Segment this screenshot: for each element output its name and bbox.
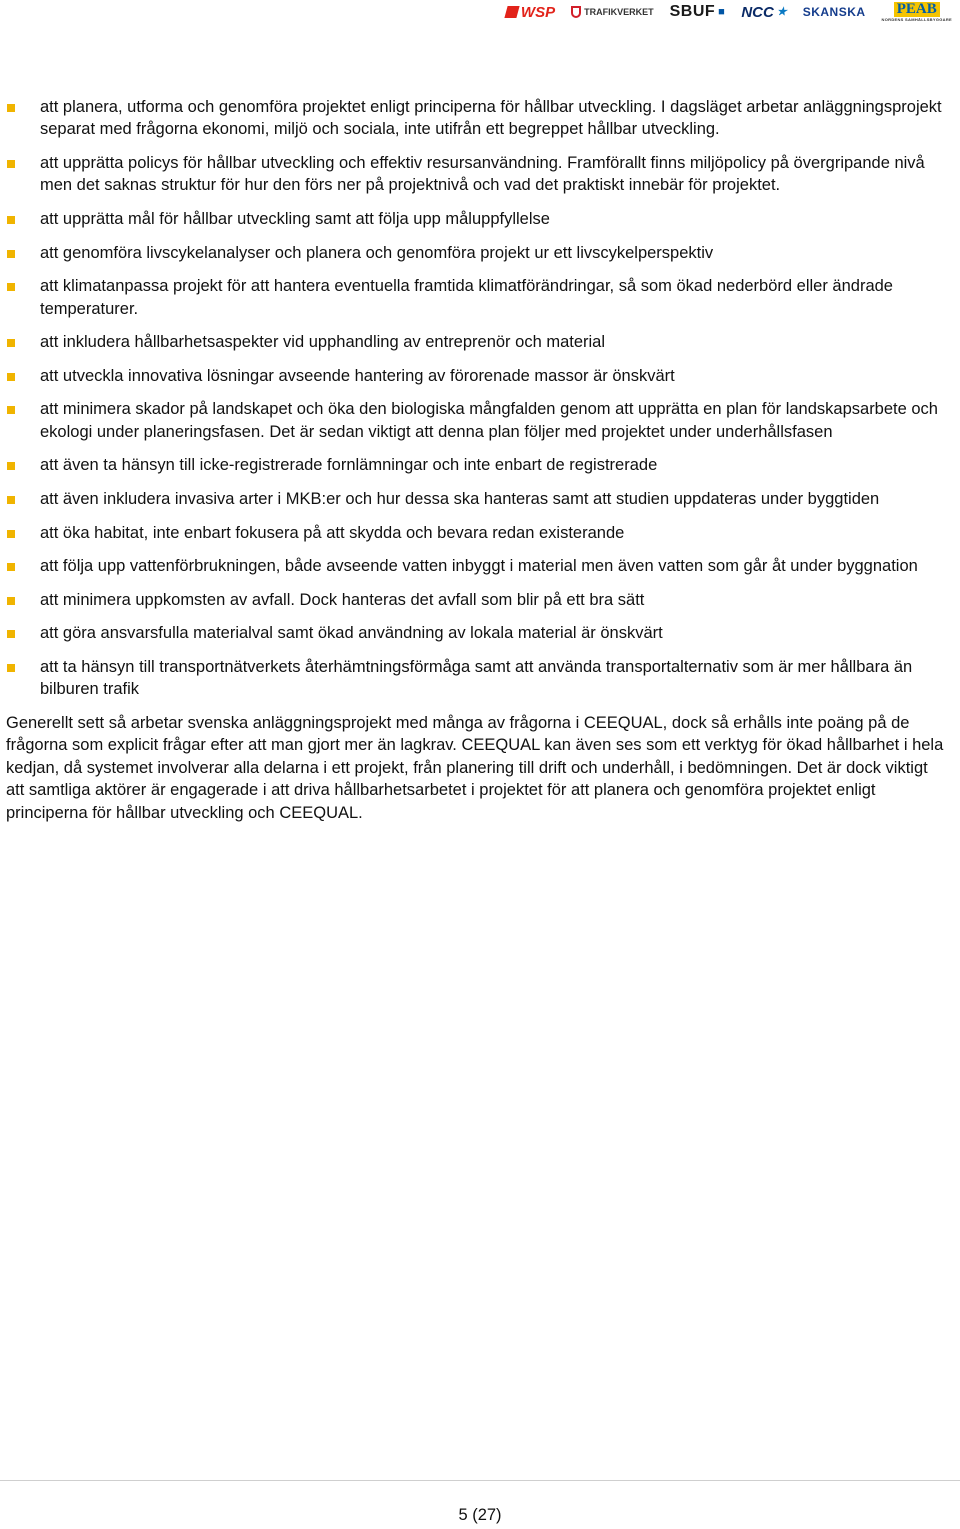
square-bullet-icon [7, 216, 15, 224]
list-item-text: att planera, utforma och genomföra projektet enligt principerna för hållbar utveckling. I dagsläget arbetar anläggningsprojekt separat med frågorna ekonomi, miljö och sociala, inte utifrån ett begreppet hållbar utveckling. [40, 98, 942, 139]
list-item [6, 365, 950, 387]
square-bullet-icon [7, 496, 15, 504]
sbuf-mark-icon: ■ [718, 5, 726, 18]
square-bullet-icon [7, 283, 15, 291]
list-item [6, 589, 950, 611]
list-item-text: att även ta hänsyn till icke-registrerade fornlämningar och inte enbart de registrerade [40, 456, 658, 475]
page-number: 5 (27) [458, 1506, 502, 1524]
list-item [6, 656, 950, 701]
list-item [6, 488, 950, 510]
list-item-text: att även inkludera invasiva arter i MKB:er och hur dessa ska hanteras samt att studien uppdateras under byggtiden [40, 489, 880, 508]
square-bullet-icon [7, 160, 15, 168]
list-item [6, 152, 950, 197]
list-item [6, 242, 950, 264]
peab-logo [882, 2, 952, 22]
partner-logo-bar [506, 0, 952, 24]
ncc-logo-text: NCC [741, 3, 774, 21]
list-item-text: att upprätta policys för hållbar utveckling och effektiv resursanvändning. Framförallt finns miljöpolicy på övergripande nivå men det saknas struktur för hur den förs ner på projektnivå och vad det praktiskt innebär för projektet. [40, 154, 925, 195]
document-body [6, 96, 950, 824]
list-item [6, 275, 950, 320]
list-item-text: att upprätta mål för hållbar utveckling samt att följa upp måluppfyllelse [40, 210, 550, 228]
peab-logo-tagline: NORDENS SAMHÄLLSBYGGARE [881, 17, 952, 22]
list-item [6, 96, 950, 141]
wsp-logo-text: WSP [520, 3, 556, 21]
skanska-logo-text: SKANSKA [802, 5, 866, 19]
square-bullet-icon [7, 250, 15, 258]
list-item-text: att följa upp vattenförbrukningen, både avseende vatten inbyggt i material men även vatten som går åt under byggnation [40, 557, 918, 576]
list-item-text: att ta hänsyn till transportnätverkets återhämtningsförmåga samt att använda transportalternativ som är mer hållbara än bilburen trafik [40, 657, 913, 699]
list-item-text: att genomföra livscykelanalyser och planera och genomföra projekt ur ett livscykelperspektiv [40, 243, 714, 262]
trafikverket-logo-text: TRAFIKVERKET [584, 6, 654, 17]
wsp-logo [506, 5, 555, 20]
list-item-text: att utveckla innovativa lösningar avseende hantering av förorenade massor är önskvärt [40, 366, 675, 385]
square-bullet-icon [7, 630, 15, 638]
square-bullet-icon [7, 664, 15, 672]
skanska-logo [803, 6, 866, 18]
square-bullet-icon [7, 563, 15, 571]
square-bullet-icon [7, 104, 15, 112]
square-bullet-icon [7, 530, 15, 538]
peab-logo-text: PEAB [894, 2, 940, 17]
square-bullet-icon [7, 373, 15, 381]
recommendation-list [6, 96, 950, 701]
list-item-text: att minimera skador på landskapet och öka den biologiska mångfalden genom att upprätta en plan för landskapsarbete och ekologi under planeringsfasen. Det är sedan viktigt att denna plan följer med projektet under underhållsfasen [40, 400, 938, 441]
list-item [6, 398, 950, 443]
ncc-star-icon: ★ [776, 5, 787, 18]
sbuf-logo-text: SBUF [669, 3, 716, 20]
list-item [6, 208, 950, 230]
list-item [6, 331, 950, 353]
ncc-logo [741, 5, 786, 20]
square-bullet-icon [7, 462, 15, 470]
list-item-text: att göra ansvarsfulla materialval samt ökad användning av lokala material är önskvärt [40, 624, 663, 643]
trafikverket-logo [571, 6, 654, 18]
trafikverket-shield-icon [571, 6, 581, 18]
list-item-text: att minimera uppkomsten av avfall. Dock hanteras det avfall som blir på ett bra sätt [40, 590, 645, 609]
list-item-text: att öka habitat, inte enbart fokusera på att skydda och bevara redan existerande [40, 523, 625, 542]
wsp-mark-icon [504, 6, 519, 18]
list-item [6, 622, 950, 644]
list-item [6, 555, 950, 577]
footer-divider [0, 1480, 960, 1481]
list-item [6, 454, 950, 476]
square-bullet-icon [7, 597, 15, 605]
list-item-text: att klimatanpassa projekt för att hantera eventuella framtida klimatförändringar, så som ökad nederbörd eller ändrade temperaturer. [40, 277, 893, 318]
list-item [6, 522, 950, 544]
square-bullet-icon [7, 406, 15, 414]
square-bullet-icon [7, 339, 15, 347]
sbuf-logo [670, 4, 726, 20]
summary-paragraph: Generellt sett så arbetar svenska anläggningsprojekt med många av frågorna i CEEQUAL, dock så erhålls inte poäng på de frågorna som explicit frågar efter att man gjort mer än lagkrav. CEEQUAL kan även ses som ett verktyg för ökad hållbarhet i hela kedjan, då systemet involverar alla delarna i ett projekt, från planering till drift och underhåll, i bedömningen. Det är dock viktigt att samtliga aktörer är engagerade i att driva hållbarhetsarbetet i projektet för att planera och genomföra projektet enligt principerna för hållbar utveckling och CEEQUAL. [6, 713, 944, 822]
list-item-text: att inkludera hållbarhetsaspekter vid upphandling av entreprenör och material [40, 333, 606, 352]
